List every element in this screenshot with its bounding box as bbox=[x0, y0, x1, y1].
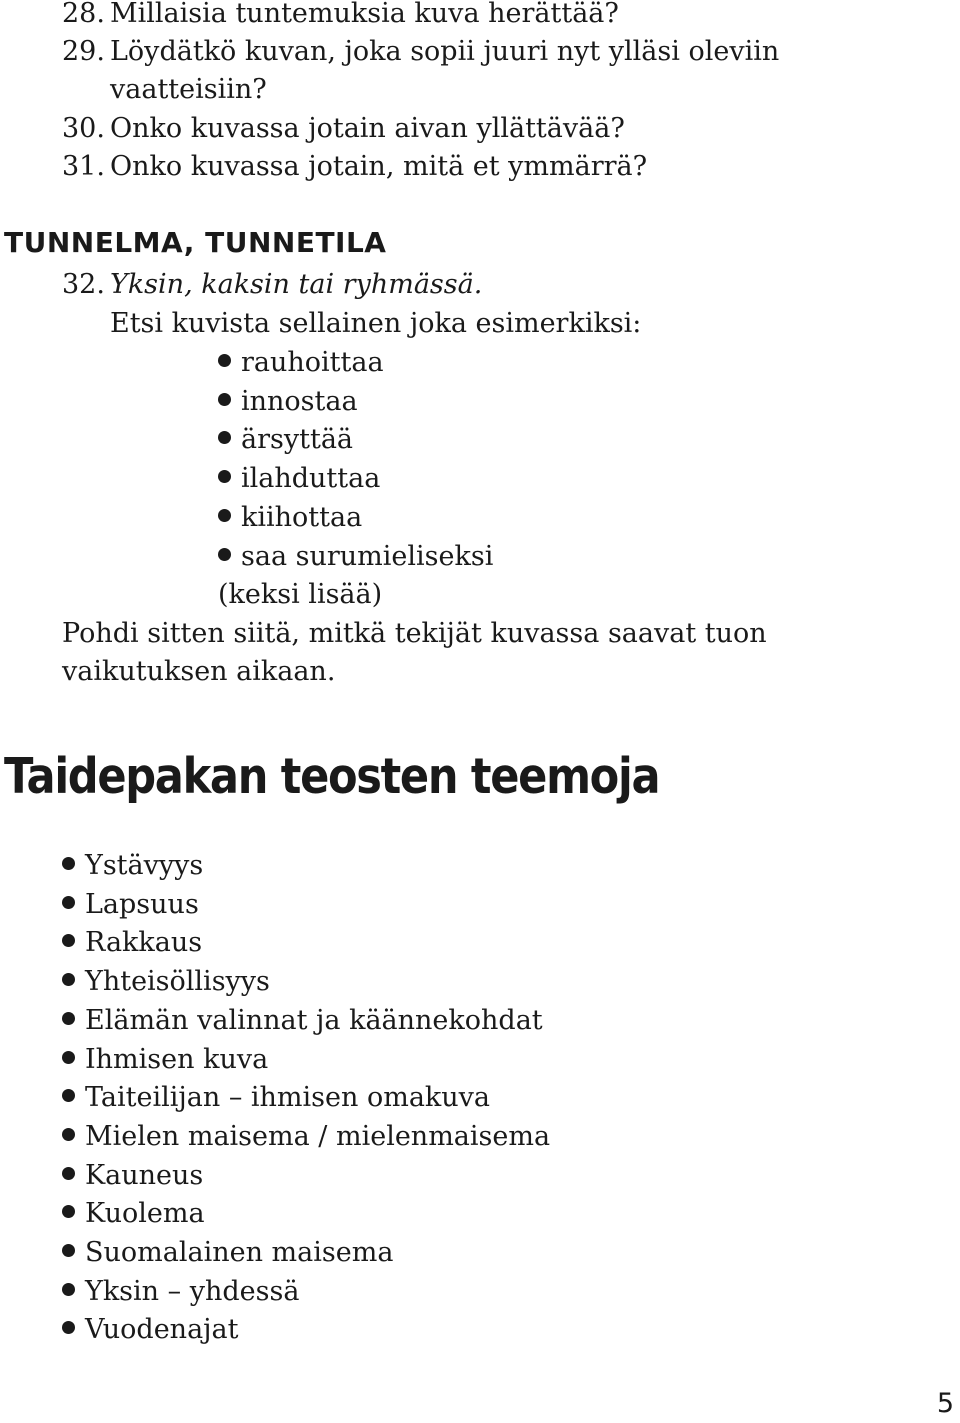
bullet-icon bbox=[62, 1128, 75, 1141]
question-text: Yksin, kaksin tai ryhmässä. bbox=[110, 269, 483, 300]
question-29 bbox=[62, 33, 779, 71]
question-text: Onko kuvassa jotain, mitä et ymmärrä? bbox=[110, 151, 648, 182]
question-number: 31. bbox=[62, 151, 105, 182]
question-31 bbox=[62, 148, 647, 186]
bullet-icon bbox=[62, 857, 75, 870]
list-item: Yhteisöllisyys bbox=[62, 963, 550, 1002]
bullet-icon bbox=[62, 1167, 75, 1180]
bullet-icon bbox=[62, 1205, 75, 1218]
mood-bullet-list bbox=[218, 344, 493, 576]
bullet-icon bbox=[218, 431, 231, 444]
question-29-continuation: vaatteisiin? bbox=[110, 74, 267, 105]
list-item: ilahduttaa bbox=[218, 460, 493, 499]
themes-list bbox=[62, 847, 550, 1350]
list-item: rauhoittaa bbox=[218, 344, 493, 383]
followup-line-1: Pohdi sitten siitä, mitkä tekijät kuvassa saavat tuon bbox=[62, 618, 767, 649]
instruction-text: Etsi kuvista sellainen joka esimerkiksi: bbox=[110, 308, 642, 339]
bullet-icon bbox=[218, 470, 231, 483]
question-32 bbox=[62, 266, 482, 304]
question-number: 32. bbox=[62, 269, 105, 300]
question-30 bbox=[62, 110, 625, 148]
bullet-icon bbox=[62, 934, 75, 947]
bullet-icon bbox=[218, 509, 231, 522]
extra-note: (keksi lisää) bbox=[218, 579, 383, 610]
question-number: 30. bbox=[62, 113, 105, 144]
question-text: Löydätkö kuvan, joka sopii juuri nyt ylläsi oleviin bbox=[110, 36, 780, 67]
list-item: Ihmisen kuva bbox=[62, 1041, 550, 1080]
bullet-icon bbox=[62, 1321, 75, 1334]
bullet-icon bbox=[62, 896, 75, 909]
list-item: innostaa bbox=[218, 383, 493, 422]
bullet-icon bbox=[218, 354, 231, 367]
question-number: 29. bbox=[62, 36, 105, 67]
bullet-icon bbox=[62, 973, 75, 986]
question-28 bbox=[62, 0, 619, 33]
list-item: kiihottaa bbox=[218, 499, 493, 538]
question-number: 28. bbox=[62, 0, 105, 29]
list-item: Ystävyys bbox=[62, 847, 550, 886]
list-item: Taiteilijan – ihmisen omakuva bbox=[62, 1079, 550, 1118]
followup-line-2: vaikutuksen aikaan. bbox=[62, 656, 336, 687]
list-item: Rakkaus bbox=[62, 924, 550, 963]
list-item: Suomalainen maisema bbox=[62, 1234, 550, 1273]
bullet-icon bbox=[62, 1012, 75, 1025]
list-item: ärsyttää bbox=[218, 421, 493, 460]
list-item: Yksin – yhdessä bbox=[62, 1273, 550, 1312]
list-item: Kuolema bbox=[62, 1195, 550, 1234]
list-item: Kauneus bbox=[62, 1157, 550, 1196]
question-text: Onko kuvassa jotain aivan yllättävää? bbox=[110, 113, 625, 144]
question-text: Millaisia tuntemuksia kuva herättää? bbox=[110, 0, 619, 29]
bullet-icon bbox=[62, 1283, 75, 1296]
list-item: Lapsuus bbox=[62, 886, 550, 925]
list-item: Elämän valinnat ja käännekohdat bbox=[62, 1002, 550, 1041]
bullet-icon bbox=[218, 548, 231, 561]
themes-title: Taidepakan teosten teemoja bbox=[4, 748, 660, 805]
list-item: Vuodenajat bbox=[62, 1311, 550, 1350]
bullet-icon bbox=[62, 1244, 75, 1257]
bullet-icon bbox=[218, 393, 231, 406]
section-heading: TUNNELMA, TUNNETILA bbox=[4, 226, 387, 259]
list-item: saa surumieliseksi bbox=[218, 538, 493, 577]
bullet-icon bbox=[62, 1089, 75, 1102]
bullet-icon bbox=[62, 1051, 75, 1064]
list-item: Mielen maisema / mielenmaisema bbox=[62, 1118, 550, 1157]
page-number: 5 bbox=[936, 1388, 954, 1419]
